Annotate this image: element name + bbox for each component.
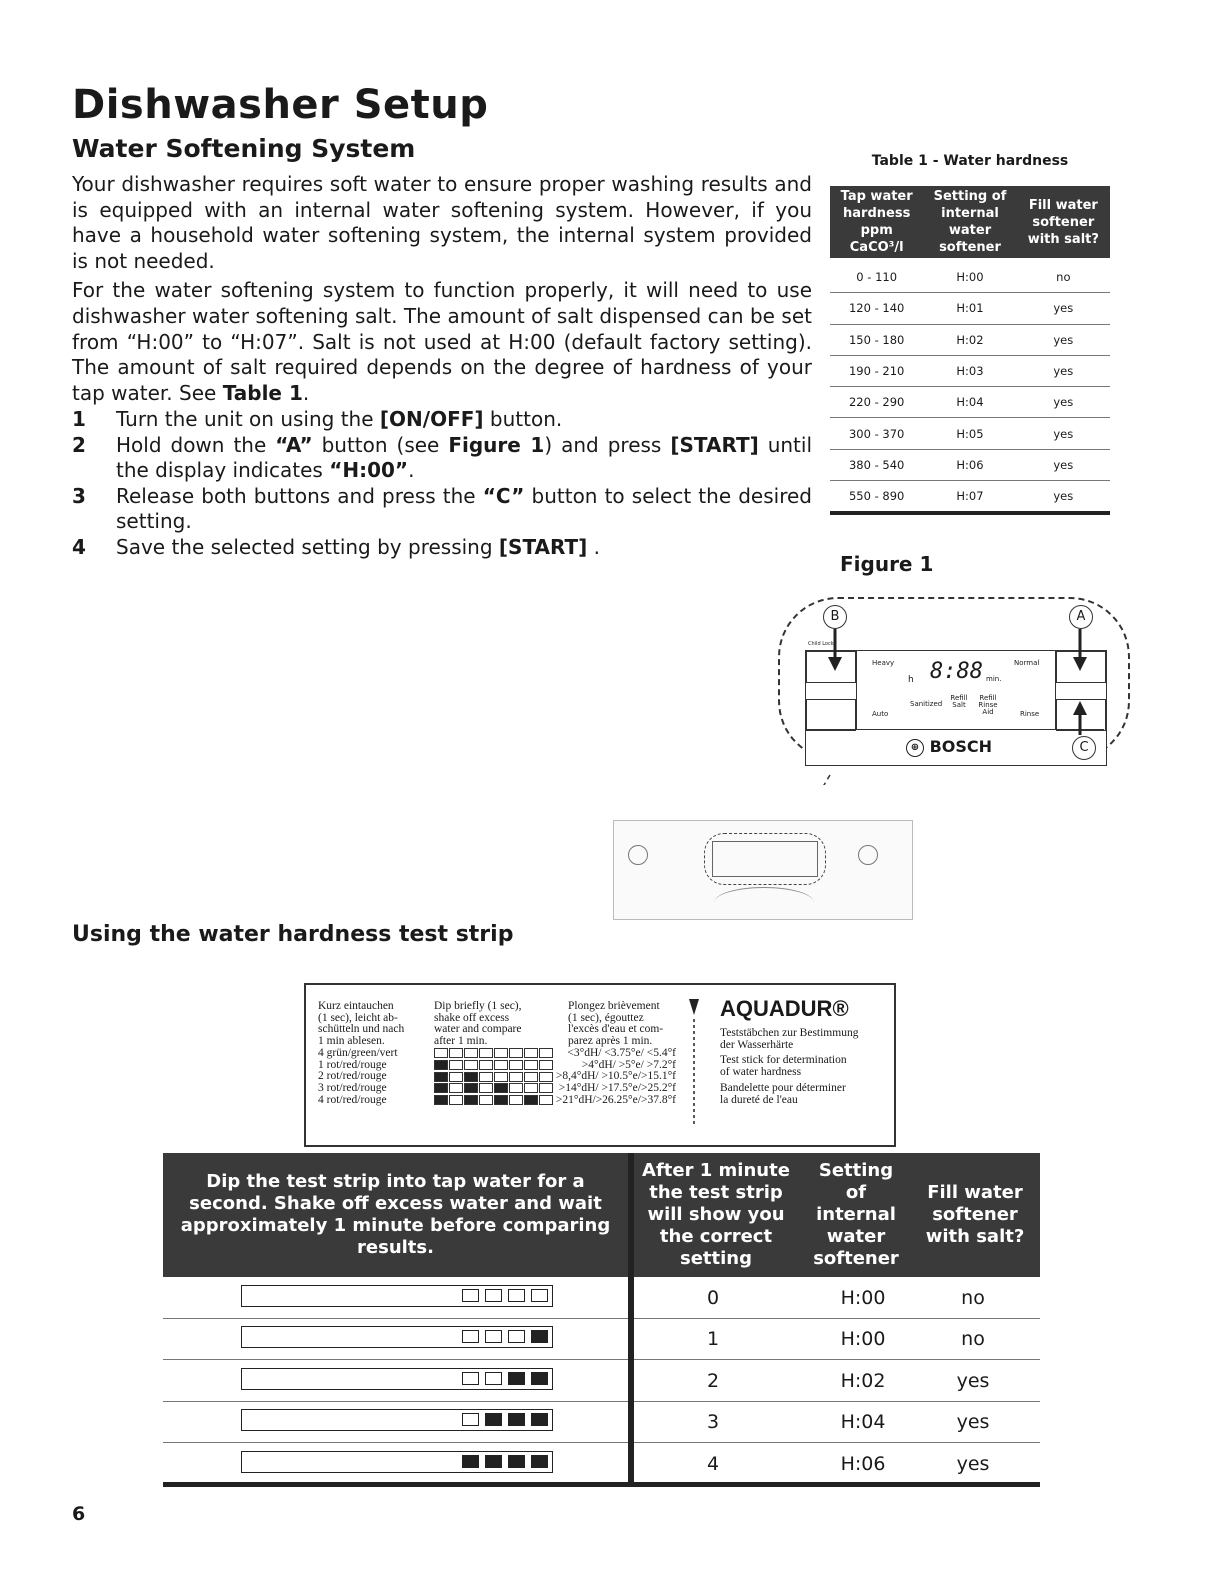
card-line: >8,4°dH/ >10.5°e/>15.1°f — [555, 1070, 676, 1083]
knob-right-icon — [858, 845, 878, 865]
card-line: schütteln und nach — [318, 1023, 405, 1036]
card-line: 4 grün/green/vert — [318, 1046, 398, 1059]
table1-row — [830, 293, 1110, 324]
table1-cell-hardness: 220 - 290 — [848, 395, 905, 410]
bosch-logo-icon: ⊕ — [906, 739, 924, 757]
test-strip-icon — [241, 1368, 553, 1390]
table1-cell-salt: yes — [1053, 395, 1074, 410]
step-4: 4 Save the selected setting by pressing [START] . — [72, 534, 601, 559]
table1-cell-setting: H:04 — [956, 395, 984, 410]
arrow-b-head — [828, 657, 842, 671]
card-line: shake off excess — [434, 1011, 510, 1024]
table1-cell-salt: yes — [1053, 489, 1074, 504]
table2-cell-result: 2 — [706, 1369, 720, 1392]
card-line: Kurz eintauchen — [318, 1000, 394, 1012]
card-description-block — [720, 1055, 858, 1078]
card-square — [464, 1095, 478, 1105]
test-strip-icon — [241, 1409, 553, 1431]
heavy-label: Heavy — [872, 659, 895, 667]
callout-a: A — [1069, 605, 1093, 629]
test-strip-pad — [508, 1455, 525, 1468]
child-lock-label: Child Lock — [808, 641, 834, 647]
card-square — [434, 1095, 448, 1105]
table1-cell-setting: H:07 — [956, 489, 984, 504]
table1-cell-hardness: 300 - 370 — [848, 426, 905, 441]
table2-header-instructions: Dip the test strip into tap water for a second. Shake off excess water and wait approximately 1 minute before comparing results. — [180, 1171, 611, 1258]
card-square — [449, 1095, 463, 1105]
card-description — [720, 1028, 858, 1110]
aquadur-brand: AQUADUR® — [720, 996, 849, 1021]
table2-cell-setting: H:00 — [840, 1287, 886, 1309]
intro-paragraph-1: Your dishwasher requires soft water to ensure proper washing results and is equipped with an internal water softening system. However, if you have a household water softening system, the internal system provided is not needed. — [72, 172, 812, 273]
card-square — [464, 1048, 478, 1058]
test-strip-pad — [462, 1330, 479, 1343]
table2-row — [163, 1443, 1040, 1485]
test-strip-pad — [531, 1330, 548, 1343]
table2-cell-salt: yes — [956, 1452, 990, 1475]
table1-header — [830, 186, 1110, 258]
table1-cell-salt: yes — [1053, 364, 1074, 379]
card-square — [434, 1060, 448, 1070]
test-strip-pad — [485, 1413, 502, 1426]
card-square — [464, 1083, 478, 1093]
card-square — [509, 1095, 523, 1105]
table1-cell-salt: yes — [1053, 301, 1074, 316]
test-strip-pad — [485, 1289, 502, 1302]
card-line: 4 rot/red/rouge — [318, 1093, 387, 1106]
card-square — [479, 1095, 493, 1105]
table1-row — [830, 325, 1110, 356]
zoom-guide-line — [800, 775, 830, 785]
card-line: 3 rot/red/rouge — [318, 1081, 387, 1094]
test-strip-pad — [531, 1455, 548, 1468]
card-square — [494, 1072, 508, 1082]
table2-cell-setting: H:06 — [840, 1452, 886, 1475]
card-line: (1 sec), leicht ab- — [318, 1011, 398, 1024]
table1-cell-setting: H:02 — [956, 332, 984, 347]
test-strip-pad — [485, 1372, 502, 1385]
step-2: 2 Hold down the “A” button (see Figure 1) and press [START] until the display indicates “H:00”. — [72, 432, 813, 483]
card-square — [479, 1060, 493, 1070]
card-square — [479, 1083, 493, 1093]
page-title: Dishwasher Setup — [72, 82, 489, 128]
table1-row — [830, 418, 1110, 449]
table1-title: Table 1 - Water hardness — [871, 153, 1069, 169]
card-line: after 1 min. — [434, 1035, 488, 1048]
card-divider-arrow — [689, 999, 699, 1129]
display-digits: 8:88 — [930, 659, 983, 684]
test-strip-pad — [508, 1330, 525, 1343]
card-line: 2 rot/red/rouge — [318, 1070, 387, 1083]
step-1: 1 Turn the unit on using the [ON/OFF] button. — [72, 407, 563, 431]
door-handle-curve — [714, 887, 814, 918]
table2-header-result: After 1 minute the test strip will show you the correct setting — [642, 1160, 790, 1269]
test-strip-pad — [485, 1330, 502, 1343]
table1-row — [830, 481, 1110, 515]
test-strip-pad — [462, 1372, 479, 1385]
test-strip-pad — [508, 1372, 525, 1385]
callout-arrows — [800, 625, 1100, 785]
test-strip-section-title: Using the water hardness test strip — [72, 922, 514, 947]
card-line: <3°dH/ <3.75°e/ <5.4°f — [567, 1047, 676, 1059]
table1-header-setting: Setting of internal water softener — [933, 189, 1007, 255]
arrow-c-head — [1073, 701, 1087, 715]
table2-cell-setting: H:04 — [840, 1411, 886, 1434]
table1-cell-hardness: 190 - 210 — [848, 364, 905, 379]
table2-row — [163, 1277, 1040, 1319]
display-hour-label: h — [908, 675, 914, 685]
rinse-label: Rinse — [1020, 710, 1040, 718]
card-square — [494, 1095, 508, 1105]
table1-cell-salt: no — [1056, 270, 1071, 285]
table2-header-setting: Setting of internal water softener — [813, 1160, 899, 1269]
card-square — [494, 1060, 508, 1070]
card-line: parez après 1 min. — [568, 1035, 653, 1048]
test-strip-pad — [462, 1289, 479, 1302]
card-english-text — [434, 1001, 522, 1048]
table2-row — [163, 1318, 1040, 1360]
table2-cell-salt: yes — [956, 1411, 990, 1434]
card-square — [464, 1060, 478, 1070]
table2-column-divider — [628, 1153, 634, 1486]
test-strip-pad — [531, 1372, 548, 1385]
card-description-line: la dureté de l'eau — [720, 1093, 798, 1106]
card-square — [449, 1060, 463, 1070]
card-square — [509, 1072, 523, 1082]
table2-cell-result: 1 — [706, 1328, 720, 1351]
page-number: 6 — [72, 1503, 86, 1525]
card-description-line: of water hardness — [720, 1066, 802, 1079]
card-line: water and compare — [434, 1023, 522, 1036]
card-description-line: Bandelette pour déterminer — [720, 1081, 846, 1094]
table1-cell-hardness: 380 - 540 — [848, 457, 905, 472]
card-square — [509, 1060, 523, 1070]
table1-row — [830, 262, 1110, 293]
test-strip-icon — [241, 1326, 553, 1348]
test-strip-pad — [462, 1413, 479, 1426]
card-line: (1 sec), égouttez — [568, 1011, 644, 1024]
card-line: >4°dH/ >5°e/ >7.2°f — [581, 1058, 676, 1071]
table1-header-salt: Fill water softener with salt? — [1027, 197, 1099, 247]
table2-bottom-rule — [163, 1482, 1040, 1487]
card-square — [449, 1072, 463, 1082]
section-title: Water Softening System — [72, 134, 416, 163]
table1-cell-setting: H:05 — [956, 426, 984, 441]
test-strip-pad — [508, 1413, 525, 1426]
aquadur-test-strip-card — [304, 983, 896, 1147]
test-strip-pad — [462, 1455, 479, 1468]
table2-cell-salt: no — [961, 1287, 985, 1309]
table1-row — [830, 356, 1110, 387]
table2-cell-setting: H:02 — [840, 1369, 886, 1392]
table1-cell-salt: yes — [1053, 332, 1074, 347]
table2-header — [163, 1153, 1040, 1277]
card-square — [434, 1048, 448, 1058]
test-strip-pad — [531, 1289, 548, 1302]
card-square — [479, 1048, 493, 1058]
test-strip-pad — [508, 1289, 525, 1302]
arrow-a-head — [1073, 657, 1087, 671]
table1-cell-setting: H:00 — [956, 270, 984, 285]
table1-cell-salt: yes — [1053, 426, 1074, 441]
card-french-text — [568, 1001, 663, 1048]
card-hardness-values — [536, 1048, 676, 1107]
card-line: 1 rot/red/rouge — [318, 1058, 387, 1071]
card-square — [494, 1083, 508, 1093]
card-line: l'excès d'eau et com- — [568, 1023, 664, 1036]
dishwasher-front-thumbnail — [613, 820, 913, 920]
table2-row — [163, 1401, 1040, 1443]
refill-salt-label: Refill Salt — [950, 694, 968, 709]
card-square — [509, 1048, 523, 1058]
card-german-text — [318, 1001, 404, 1106]
card-description-block — [720, 1083, 858, 1106]
table1-row — [830, 387, 1110, 418]
card-square — [434, 1072, 448, 1082]
card-line: Plongez brièvement — [568, 1000, 660, 1012]
intro-paragraph-2: For the water softening system to function properly, it will need to use dishwasher water softening salt. The amount of salt dispensed can be set from “H:00” to “H:07”. Salt is not used at H:00 (default factory setting). The amount of salt required depends on the degree of hardness of your tap water. See Table 1. — [72, 278, 812, 405]
intro-text — [72, 172, 812, 410]
table2-row — [163, 1360, 1040, 1402]
card-square — [449, 1048, 463, 1058]
callout-c: C — [1072, 736, 1096, 760]
card-description-line: Test stick for determination — [720, 1054, 847, 1067]
table1-cell-hardness: 120 - 140 — [848, 301, 905, 316]
table1-header-hardness: Tap water hardness ppm CaCO³/l — [840, 189, 913, 255]
display-min-label: min. — [986, 675, 1002, 683]
test-strip-icon — [241, 1451, 553, 1473]
table2-cell-salt: yes — [956, 1369, 990, 1392]
card-square — [449, 1083, 463, 1093]
test-strip-pad — [531, 1413, 548, 1426]
card-description-line: Teststäbchen zur Bestimmung — [720, 1027, 859, 1039]
table2-cell-result: 0 — [706, 1287, 720, 1309]
sanitized-label: Sanitized — [910, 700, 943, 708]
table1-body — [830, 262, 1110, 515]
table1-cell-hardness: 550 - 890 — [848, 489, 905, 504]
table2-cell-result: 4 — [706, 1452, 720, 1475]
card-square — [509, 1083, 523, 1093]
table1-cell-hardness: 0 - 110 — [856, 270, 898, 285]
table2-cell-result: 3 — [706, 1411, 720, 1434]
table1-cell-hardness: 150 - 180 — [848, 332, 905, 347]
table2-cell-salt: no — [961, 1328, 985, 1351]
card-description-line: der Wasserhärte — [720, 1038, 794, 1051]
figure-title: Figure 1 — [840, 552, 934, 576]
steps-list — [72, 407, 812, 561]
table1-row — [830, 450, 1110, 481]
table2-cell-setting: H:00 — [840, 1328, 886, 1351]
card-square — [464, 1072, 478, 1082]
refill-rinse-label: Refill Rinse Aid — [978, 694, 998, 716]
table1-cell-setting: H:03 — [956, 364, 984, 379]
knob-left-icon — [628, 845, 648, 865]
table1-cell-setting: H:01 — [956, 301, 984, 316]
normal-label: Normal — [1014, 659, 1040, 667]
card-line: >14°dH/ >17.5°e/>25.2°f — [558, 1082, 676, 1095]
card-line: Dip briefly (1 sec), — [434, 1000, 522, 1012]
auto-label: Auto — [872, 710, 889, 718]
card-square — [494, 1048, 508, 1058]
table1-cell-setting: H:06 — [956, 457, 984, 472]
test-strip-icon — [241, 1285, 553, 1307]
card-description-block — [720, 1028, 858, 1051]
card-square — [434, 1083, 448, 1093]
card-line: 1 min ablesen. — [318, 1035, 385, 1048]
table1-cell-salt: yes — [1053, 457, 1074, 472]
table2-header-salt: Fill water softener with salt? — [925, 1182, 1025, 1247]
callout-b: B — [823, 605, 847, 629]
step-3: 3 Release both buttons and press the “C” button to select the desired setting. — [72, 483, 812, 534]
brand-logo: ⊕ BOSCH — [906, 737, 992, 757]
card-square — [479, 1072, 493, 1082]
test-strip-pad — [485, 1455, 502, 1468]
card-line: >21°dH/>26.25°e/>37.8°f — [555, 1093, 676, 1106]
thumbnail-panel — [712, 841, 818, 877]
